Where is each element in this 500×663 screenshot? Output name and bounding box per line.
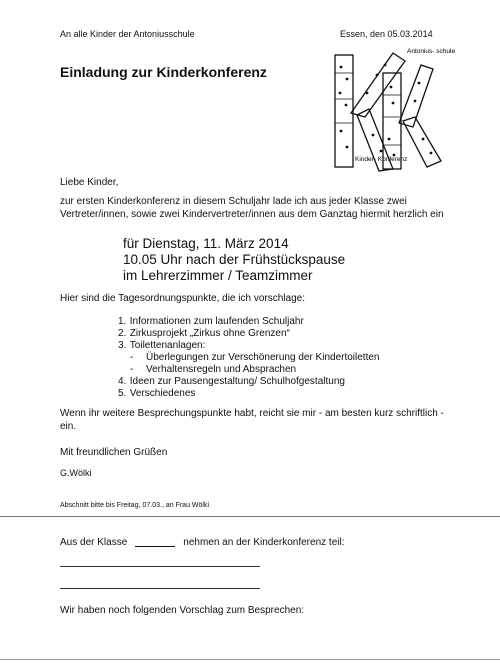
suggestion-label: Wir haben noch folgenden Vorschlag zum Besprechen: xyxy=(60,605,305,616)
class-suffix-label: nehmen an der Kinderkonferenz teil: xyxy=(183,537,345,548)
logo-text-top: Antonius- schule xyxy=(407,48,456,55)
agenda-item: 5. Verschiedenes xyxy=(118,387,196,399)
class-blank-field[interactable] xyxy=(135,546,175,547)
page-bottom-border xyxy=(0,659,500,660)
agenda-list xyxy=(118,315,458,399)
agenda-item: 4. Ideen zur Pausengestaltung/ Schulhofgestaltung xyxy=(118,375,345,387)
meeting-details xyxy=(123,236,345,284)
class-entry-line xyxy=(60,536,344,549)
greeting: Mit freundlichen Grüßen xyxy=(60,447,168,458)
signature: G.Wölki xyxy=(60,468,92,478)
logo-text-bottom: Kinder- Konferenz xyxy=(355,156,408,163)
letter-title: Einladung zur Kinderkonferenz xyxy=(60,64,267,80)
agenda-intro: Hier sind die Tagesordnungspunkte, die ich vorschlage: xyxy=(60,293,305,304)
meeting-room: im Lehrerzimmer / Teamzimmer xyxy=(123,268,313,283)
addressee: An alle Kinder der Antoniusschule xyxy=(60,29,195,39)
name-write-line[interactable] xyxy=(60,588,260,589)
meeting-time: 10.05 Uhr nach der Frühstückspause xyxy=(123,252,346,267)
agenda-item: 2. Zirkusprojekt „Zirkus ohne Grenzen“ xyxy=(118,327,290,339)
cutoff-note: Abschnitt bitte bis Freitag, 07.03., an Frau Wölki xyxy=(60,502,210,509)
cut-line-divider xyxy=(0,516,500,517)
place-date: Essen, den 05.03.2014 xyxy=(340,29,433,39)
salutation: Liebe Kinder, xyxy=(60,177,119,188)
meeting-date: für Dienstag, 11. März 2014 xyxy=(123,236,289,251)
agenda-subitem: - Überlegungen zur Verschönerung der Kindertoiletten xyxy=(130,351,380,363)
class-prefix-label: Aus der Klasse xyxy=(60,537,128,548)
closing-paragraph: Wenn ihr weitere Besprechungspunkte habt, reicht sie mir - am besten kurz schriftlich - ein. xyxy=(60,408,444,432)
kinderkonferenz-logo-icon xyxy=(333,43,456,173)
agenda-item: 1. Informationen zum laufenden Schuljahr xyxy=(118,315,304,327)
agenda-item: 3. Toilettenanlagen: xyxy=(118,339,206,351)
name-write-line[interactable] xyxy=(60,566,260,567)
agenda-subitem: - Verhaltensregeln und Absprachen xyxy=(130,363,297,375)
intro-paragraph: zur ersten Kinderkonferenz in diesem Schuljahr lade ich aus jeder Klasse zwei Vertreter/innen, sowie zwei Kindervertreter/innen aus dem Ganztag hiermit herzlich ein xyxy=(60,196,444,220)
